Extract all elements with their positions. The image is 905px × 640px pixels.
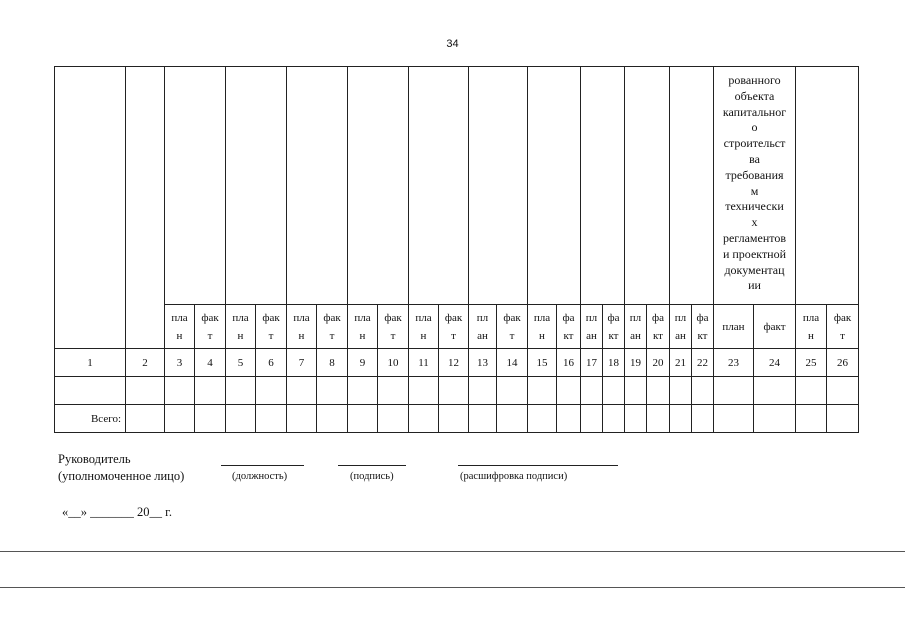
subheader-label: пла н xyxy=(354,311,371,342)
decoding-caption: (расшифровка подписи) xyxy=(460,471,568,482)
total-cell[interactable] xyxy=(528,405,557,433)
group-header xyxy=(796,67,859,305)
col-2-header xyxy=(126,67,165,349)
subheader-label: пла н xyxy=(293,311,310,342)
total-cell[interactable] xyxy=(827,405,859,433)
subheader-label: фак т xyxy=(262,311,280,342)
subheader-cell xyxy=(378,305,409,349)
data-cell[interactable] xyxy=(670,377,692,405)
subheader-label: пла н xyxy=(802,311,820,342)
subheader-cell xyxy=(714,305,754,349)
signature-caption: (подпись) xyxy=(350,471,394,482)
total-cell[interactable] xyxy=(126,405,165,433)
compliance-header-text: рованного объекта капитальног о строительст ва требования м технически х регламентов и проектной документац ии xyxy=(722,73,787,293)
data-cell[interactable] xyxy=(528,377,557,405)
report-table xyxy=(54,66,859,433)
data-cell[interactable] xyxy=(796,377,827,405)
subheader-label: фа кт xyxy=(651,311,664,342)
data-cell[interactable] xyxy=(317,377,348,405)
group-header xyxy=(348,67,409,305)
column-number: 14 xyxy=(497,349,528,377)
total-cell[interactable] xyxy=(195,405,226,433)
column-number: 16 xyxy=(557,349,581,377)
column-number: 8 xyxy=(317,349,348,377)
subheader-cell xyxy=(317,305,348,349)
signature-line xyxy=(338,465,406,466)
group-header xyxy=(409,67,469,305)
total-cell[interactable] xyxy=(796,405,827,433)
subheader-cell xyxy=(497,305,528,349)
subheader-cell xyxy=(226,305,256,349)
data-cell[interactable] xyxy=(165,377,195,405)
data-cell[interactable] xyxy=(287,377,317,405)
total-cell[interactable] xyxy=(469,405,497,433)
subheader-label: факт xyxy=(763,320,786,333)
position-line xyxy=(221,465,304,466)
data-cell[interactable] xyxy=(256,377,287,405)
total-cell[interactable] xyxy=(378,405,409,433)
column-number: 15 xyxy=(528,349,557,377)
column-number: 10 xyxy=(378,349,409,377)
subheader-cell xyxy=(581,305,603,349)
subheader-cell xyxy=(469,305,497,349)
subheader-cell xyxy=(409,305,439,349)
total-cell[interactable] xyxy=(287,405,317,433)
subheader-label: фа кт xyxy=(562,311,575,342)
subheader-cell xyxy=(287,305,317,349)
data-cell[interactable] xyxy=(409,377,439,405)
total-cell[interactable] xyxy=(670,405,692,433)
subheader-label: пл ан xyxy=(674,311,687,342)
subheader-cell xyxy=(603,305,625,349)
column-number: 19 xyxy=(625,349,647,377)
total-cell[interactable] xyxy=(692,405,714,433)
subheader-label: пла н xyxy=(533,311,551,342)
data-cell[interactable] xyxy=(754,377,796,405)
subheader-cell xyxy=(625,305,647,349)
data-cell[interactable] xyxy=(126,377,165,405)
data-cell[interactable] xyxy=(557,377,581,405)
subheader-label: фак т xyxy=(323,311,341,342)
total-cell[interactable] xyxy=(497,405,528,433)
subheader-label: фак т xyxy=(384,311,402,342)
subheader-label: план xyxy=(722,320,745,333)
subheader-cell xyxy=(647,305,670,349)
subheader-cell xyxy=(348,305,378,349)
data-cell[interactable] xyxy=(714,377,754,405)
total-cell[interactable] xyxy=(348,405,378,433)
column-number: 2 xyxy=(126,349,165,377)
total-cell[interactable] xyxy=(714,405,754,433)
column-number: 6 xyxy=(256,349,287,377)
data-cell[interactable] xyxy=(647,377,670,405)
group-header xyxy=(670,67,714,305)
column-number: 1 xyxy=(55,349,126,377)
subheader-cell xyxy=(670,305,692,349)
column-number: 17 xyxy=(581,349,603,377)
column-number: 7 xyxy=(287,349,317,377)
column-number: 5 xyxy=(226,349,256,377)
group-header xyxy=(625,67,670,305)
subheader-cell xyxy=(796,305,827,349)
column-number: 23 xyxy=(714,349,754,377)
total-cell[interactable] xyxy=(557,405,581,433)
signer-subtitle: (уполномоченное лицо) xyxy=(58,469,185,483)
total-cell[interactable] xyxy=(317,405,348,433)
subheader-cell xyxy=(754,305,796,349)
data-cell[interactable] xyxy=(827,377,859,405)
subheader-cell xyxy=(827,305,859,349)
date-line: «__» _______ 20__ г. xyxy=(62,505,172,519)
subheader-cell xyxy=(165,305,195,349)
total-cell[interactable] xyxy=(165,405,195,433)
subheader-cell xyxy=(195,305,226,349)
group-header xyxy=(287,67,348,305)
page-number: 34 xyxy=(446,38,459,50)
column-number: 18 xyxy=(603,349,625,377)
column-number: 9 xyxy=(348,349,378,377)
subheader-label: фак т xyxy=(833,311,852,342)
col-1-header xyxy=(55,67,126,349)
column-number: 4 xyxy=(195,349,226,377)
page-rule-bottom xyxy=(0,587,905,588)
subheader-cell xyxy=(256,305,287,349)
decoding-line xyxy=(458,465,618,466)
group-header xyxy=(469,67,528,305)
column-number: 22 xyxy=(692,349,714,377)
total-cell[interactable] xyxy=(625,405,647,433)
group-header xyxy=(581,67,625,305)
data-cell[interactable] xyxy=(55,377,126,405)
subheader-label: пл ан xyxy=(585,311,598,342)
subheader-label: пл ан xyxy=(629,311,642,342)
subheader-label: фак т xyxy=(201,311,219,342)
data-cell[interactable] xyxy=(439,377,469,405)
group-header xyxy=(226,67,287,305)
column-number: 25 xyxy=(796,349,827,377)
subheader-cell xyxy=(692,305,714,349)
data-cell[interactable] xyxy=(603,377,625,405)
data-cell[interactable] xyxy=(195,377,226,405)
column-number: 12 xyxy=(439,349,469,377)
column-number: 21 xyxy=(670,349,692,377)
subheader-cell xyxy=(528,305,557,349)
column-number: 3 xyxy=(165,349,195,377)
data-cell[interactable] xyxy=(581,377,603,405)
total-cell[interactable] xyxy=(581,405,603,433)
total-cell[interactable] xyxy=(226,405,256,433)
subheader-label: фа кт xyxy=(607,311,620,342)
signer-title: Руководитель xyxy=(58,452,131,466)
total-cell[interactable] xyxy=(256,405,287,433)
subheader-cell xyxy=(557,305,581,349)
total-cell[interactable] xyxy=(647,405,670,433)
data-cell[interactable] xyxy=(378,377,409,405)
group-header xyxy=(165,67,226,305)
group-header xyxy=(528,67,581,305)
group-header-compliance xyxy=(714,67,796,305)
subheader-label: пл ан xyxy=(476,311,489,342)
subheader-label: пла н xyxy=(171,311,188,342)
page-rule-top xyxy=(0,551,905,552)
subheader-cell xyxy=(439,305,469,349)
position-caption: (должность) xyxy=(232,471,288,482)
total-label: Всего: xyxy=(55,405,126,433)
column-number: 20 xyxy=(647,349,670,377)
total-cell[interactable] xyxy=(754,405,796,433)
column-number: 24 xyxy=(754,349,796,377)
data-cell[interactable] xyxy=(469,377,497,405)
data-cell[interactable] xyxy=(226,377,256,405)
total-cell[interactable] xyxy=(439,405,469,433)
data-cell[interactable] xyxy=(692,377,714,405)
subheader-label: фак т xyxy=(503,311,521,342)
subheader-label: фак т xyxy=(444,311,463,342)
data-cell[interactable] xyxy=(497,377,528,405)
data-cell[interactable] xyxy=(625,377,647,405)
column-number: 26 xyxy=(827,349,859,377)
column-number: 11 xyxy=(409,349,439,377)
total-cell[interactable] xyxy=(409,405,439,433)
subheader-label: пла н xyxy=(232,311,249,342)
total-cell[interactable] xyxy=(603,405,625,433)
data-cell[interactable] xyxy=(348,377,378,405)
column-number: 13 xyxy=(469,349,497,377)
subheader-label: фа кт xyxy=(696,311,709,342)
subheader-label: пла н xyxy=(415,311,432,342)
